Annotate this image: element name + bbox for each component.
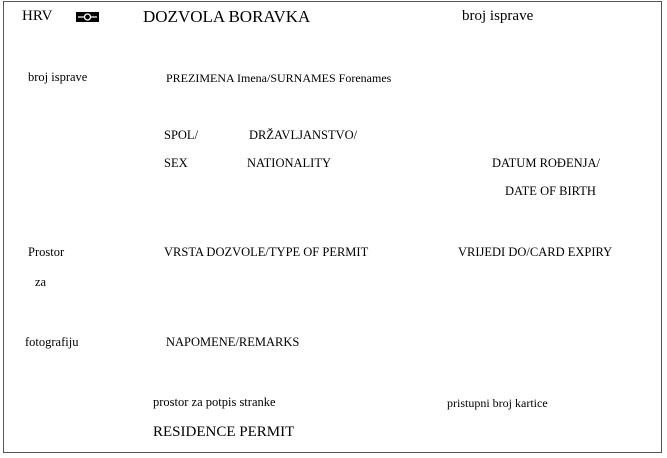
signature-space-label: prostor za potpis stranke: [153, 395, 276, 409]
date-of-birth-label-en: DATE OF BIRTH: [505, 184, 596, 198]
document-number-side-label: broj isprave: [28, 70, 88, 84]
permit-type-label: VRSTA DOZVOLE/TYPE OF PERMIT: [164, 245, 369, 259]
residence-permit-label: RESIDENCE PERMIT: [153, 424, 295, 440]
remarks-label: NAPOMENE/REMARKS: [166, 335, 300, 349]
photo-area-line-3: fotografiju: [25, 335, 79, 349]
date-of-birth-label-hr: DATUM ROĐENJA/: [492, 156, 600, 170]
photo-area-line-1: Prostor: [28, 245, 65, 259]
nationality-label-hr: DRŽAVLJANSTVO/: [249, 128, 358, 142]
sex-label-hr: SPOL/: [164, 128, 199, 142]
card-expiry-label: VRIJEDI DO/CARD EXPIRY: [458, 245, 613, 259]
country-code: HRV: [22, 8, 53, 24]
names-label: PREZIMENA Imena/SURNAMES Forenames: [166, 71, 392, 85]
card-access-number-label: pristupni broj kartice: [447, 396, 548, 410]
photo-area-line-2: za: [35, 275, 47, 289]
document-number-label: broj isprave: [462, 8, 534, 24]
sex-label-en: SEX: [164, 156, 188, 170]
residence-permit-card: [3, 1, 662, 453]
document-title: DOZVOLA BORAVKA: [143, 7, 311, 26]
nationality-label-en: NATIONALITY: [247, 156, 332, 170]
contactless-chip-icon: [76, 12, 99, 22]
